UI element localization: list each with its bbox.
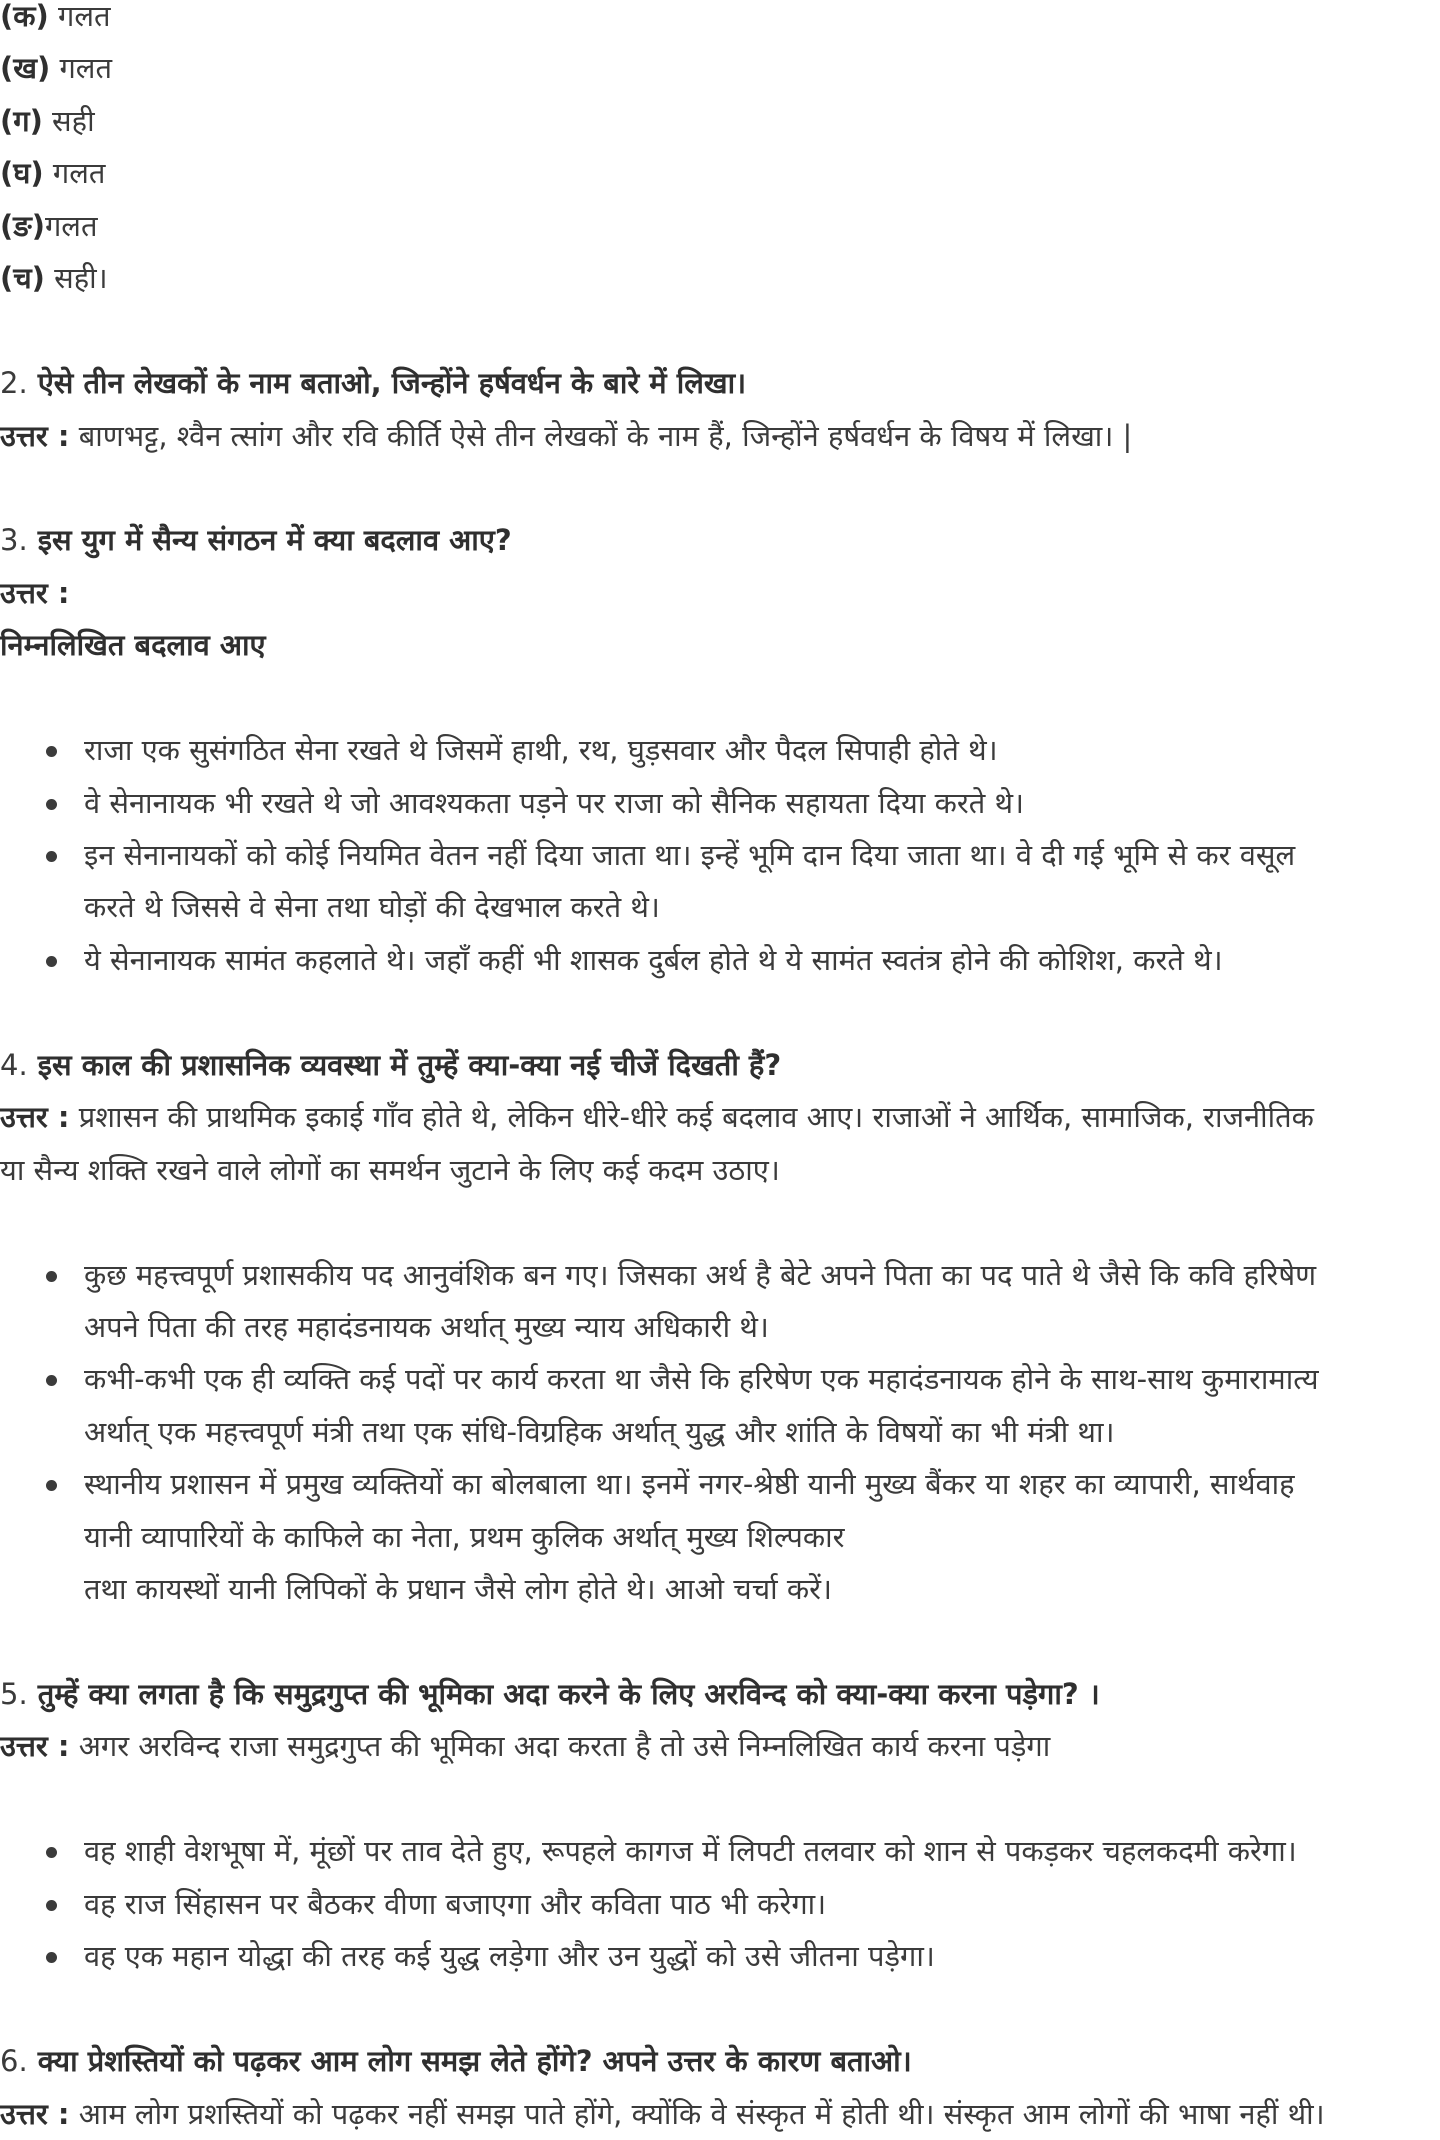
q1-answer-item	[0, 147, 1440, 199]
question-6	[0, 2035, 1440, 2087]
list-item-line	[0, 1511, 1440, 1563]
bullet-icon	[46, 1847, 57, 1858]
list-item	[0, 1825, 1440, 1877]
question-text: तुम्हें क्या लगता है कि समुद्रगुप्त की भूमिका अदा करने के लिए अरविन्द को क्या-क्या करना पड़ेगा? ।	[27, 1677, 1100, 1711]
list-item	[0, 1458, 1440, 1615]
item-label: (क)	[0, 0, 49, 33]
question-number: 3.	[0, 523, 28, 558]
question-text: इस युग में सैन्य संगठन में क्या बदलाव आए?	[27, 523, 512, 558]
list-item-line	[0, 1406, 1440, 1458]
bullet-icon	[46, 1375, 57, 1386]
answer-4	[0, 1091, 1440, 1143]
list-item-text: ये सेनानायक सामंत कहलाते थे। जहाँ कहीं भी शासक दुर्बल होते थे ये सामंत स्वतंत्र होने की कोशिश, करते थे।	[84, 942, 1223, 977]
question-text: इस काल की प्रशासनिक व्यवस्था में तुम्हें क्या-क्या नई चीजें दिखती हैं?	[27, 1047, 782, 1082]
list-item-line	[0, 1301, 1440, 1353]
list-item-text: यानी व्यापारियों के काफिले का नेता, प्रथम कुलिक अर्थात् मुख्य शिल्पकार	[84, 1519, 845, 1554]
question-number: 2.	[0, 366, 28, 401]
list-item-text: राजा एक सुसंगठित सेना रखते थे जिसमें हाथी, रथ, घुड़सवार और पैदल सिपाही होते थे।	[84, 733, 998, 768]
question-2	[0, 357, 1440, 409]
answer-label: उत्तर :	[0, 1100, 70, 1135]
item-text: गलत	[48, 0, 111, 33]
q5-bullet-list	[0, 1825, 1440, 1982]
list-item-text: अर्थात् एक महत्त्वपूर्ण मंत्री तथा एक संधि-विग्रहिक अर्थात् युद्ध और शांति के विषयों का भी मंत्री था।	[84, 1414, 1115, 1449]
list-item-line	[0, 881, 1440, 933]
answer-text: प्रशासन की प्राथमिक इकाई गाँव होते थे, लेकिन धीरे-धीरे कई बदलाव आए। राजाओं ने आर्थिक, सामाजिक, राजनीतिक	[69, 1100, 1314, 1135]
question-text: ऐसे तीन लेखकों के नाम बताओ, जिन्होंने हर्षवर्धन के बारे में लिखा।	[27, 366, 747, 401]
question-text: क्या प्रेशस्तियों को पढ़कर आम लोग समझ लेते होंगे? अपने उत्तर के कारण बताओ।	[27, 2044, 912, 2079]
list-item-line	[0, 1563, 1440, 1615]
q1-answer-item	[0, 252, 1440, 304]
q4-bullet-list	[0, 1249, 1440, 1616]
item-text: गलत	[50, 51, 112, 86]
bullet-icon	[46, 851, 57, 862]
list-item-text: कभी-कभी एक ही व्यक्ति कई पदों पर कार्य करता था जैसे कि हरिषेण एक महादंडनायक होने के साथ-साथ कुमारामात्य	[84, 1362, 1319, 1397]
answer-3-subheading: निम्नलिखित बदलाव आए	[0, 628, 266, 663]
answer-label: उत्तर :	[0, 1729, 70, 1764]
list-item	[0, 777, 1440, 829]
answer-text: अगर अरविन्द राजा समुद्रगुप्त की भूमिका अदा करता है तो उसे निम्नलिखित कार्य करना पड़ेगा	[69, 1729, 1051, 1764]
question-4	[0, 1039, 1440, 1091]
item-text: गलत	[44, 208, 98, 243]
answer-label: उत्तर :	[0, 418, 70, 453]
list-item-text: वह शाही वेशभूषा में, मूंछों पर ताव देते हुए, रूपहले कागज में लिपटी तलवार को शान से पकड़कर चहलकदमी करेगा।	[84, 1834, 1297, 1869]
question-3	[0, 514, 1440, 566]
bullet-icon	[46, 1271, 57, 1282]
bullet-icon	[46, 1952, 57, 1963]
list-item-text: स्थानीय प्रशासन में प्रमुख व्यक्तियों का बोलबाला था। इनमें नगर-श्रेष्ठी यानी मुख्य बैंकर या शहर का व्यापारी, सार्थवाह	[84, 1467, 1295, 1502]
item-label: (घ)	[0, 156, 44, 191]
list-item-text: करते थे जिससे वे सेना तथा घोड़ों की देखभाल करते थे।	[84, 890, 660, 925]
list-item	[0, 829, 1440, 934]
item-label: (ङ)	[0, 208, 45, 243]
bullet-icon	[46, 1480, 57, 1491]
list-item-text: कुछ महत्त्वपूर्ण प्रशासकीय पद आनुवंशिक बन गए। जिसका अर्थ है बेटे अपने पिता का पद पाते थे जैसे कि कवि हरिषेण	[84, 1257, 1317, 1292]
list-item-text: तथा कायस्थों यानी लिपिकों के प्रधान जैसे लोग होते थे। आओ चर्चा करें।	[84, 1572, 832, 1607]
answer-5	[0, 1720, 1440, 1772]
q1-answer-item	[0, 42, 1440, 94]
list-item	[0, 1930, 1440, 1982]
item-label: (ग)	[0, 103, 43, 138]
list-item-text: वे सेनानायक भी रखते थे जो आवश्यकता पड़ने पर राजा को सैनिक सहायता दिया करते थे।	[84, 785, 1024, 820]
list-item	[0, 934, 1440, 986]
answer-4-cont: या सैन्य शक्ति रखने वाले लोगों का समर्थन जुटाने के लिए कई कदम उठाए।	[0, 1152, 780, 1187]
question-number: 5.	[0, 1677, 28, 1711]
answer-text: आम लोग प्रशस्तियों को पढ़कर नहीं समझ पाते होंगे, क्योंकि वे संस्कृत में होती थी। संस्कृत आम लोगों की भाषा नहीं थी।	[69, 2096, 1325, 2131]
item-text: सही।	[44, 261, 108, 296]
list-item-line	[0, 1249, 1440, 1301]
q3-bullet-list	[0, 724, 1440, 986]
q1-answer-item	[0, 200, 1440, 252]
list-item	[0, 1249, 1440, 1354]
item-label: (च)	[0, 261, 45, 296]
answer-label: उत्तर :	[0, 2096, 70, 2131]
item-text: गलत	[43, 156, 106, 191]
answer-text: बाणभट्ट, श्वैन त्सांग और रवि कीर्ति ऐसे तीन लेखकों के नाम हैं, जिन्होंने हर्षवर्धन के विषय में लिखा। |	[69, 418, 1133, 453]
list-item-line	[0, 829, 1440, 881]
item-text: सही	[42, 103, 95, 138]
list-item	[0, 1878, 1440, 1930]
item-label: (ख)	[0, 51, 51, 86]
list-item-line	[0, 1353, 1440, 1405]
q1-answer-item	[0, 0, 1440, 42]
list-item-text: वह एक महान योद्धा की तरह कई युद्ध लड़ेगा और उन युद्धों को उसे जीतना पड़ेगा।	[84, 1939, 935, 1974]
list-item-text: इन सेनानायकों को कोई नियमित वेतन नहीं दिया जाता था। इन्हें भूमि दान दिया जाता था। वे दी गई भूमि से कर वसूल	[84, 838, 1296, 872]
bullet-icon	[46, 799, 57, 810]
q1-answer-item	[0, 95, 1440, 147]
question-number: 6.	[0, 2044, 28, 2079]
list-item	[0, 1353, 1440, 1458]
list-item-text: अपने पिता की तरह महादंडनायक अर्थात् मुख्य न्याय अधिकारी थे।	[84, 1309, 769, 1344]
bullet-icon	[46, 746, 57, 757]
q1-answer-list	[0, 0, 1440, 305]
answer-label: उत्तर :	[0, 575, 70, 610]
answer-6	[0, 2088, 1440, 2140]
list-item-text: वह राज सिंहासन पर बैठकर वीणा बजाएगा और कविता पाठ भी करेगा।	[84, 1886, 827, 1921]
bullet-icon	[46, 1900, 57, 1911]
list-item-line	[0, 1458, 1440, 1510]
answer-2	[0, 410, 1440, 462]
bullet-icon	[46, 956, 57, 967]
answer-3-label	[0, 567, 1440, 619]
question-5	[0, 1668, 1440, 1720]
question-number: 4.	[0, 1047, 28, 1082]
list-item	[0, 724, 1440, 776]
